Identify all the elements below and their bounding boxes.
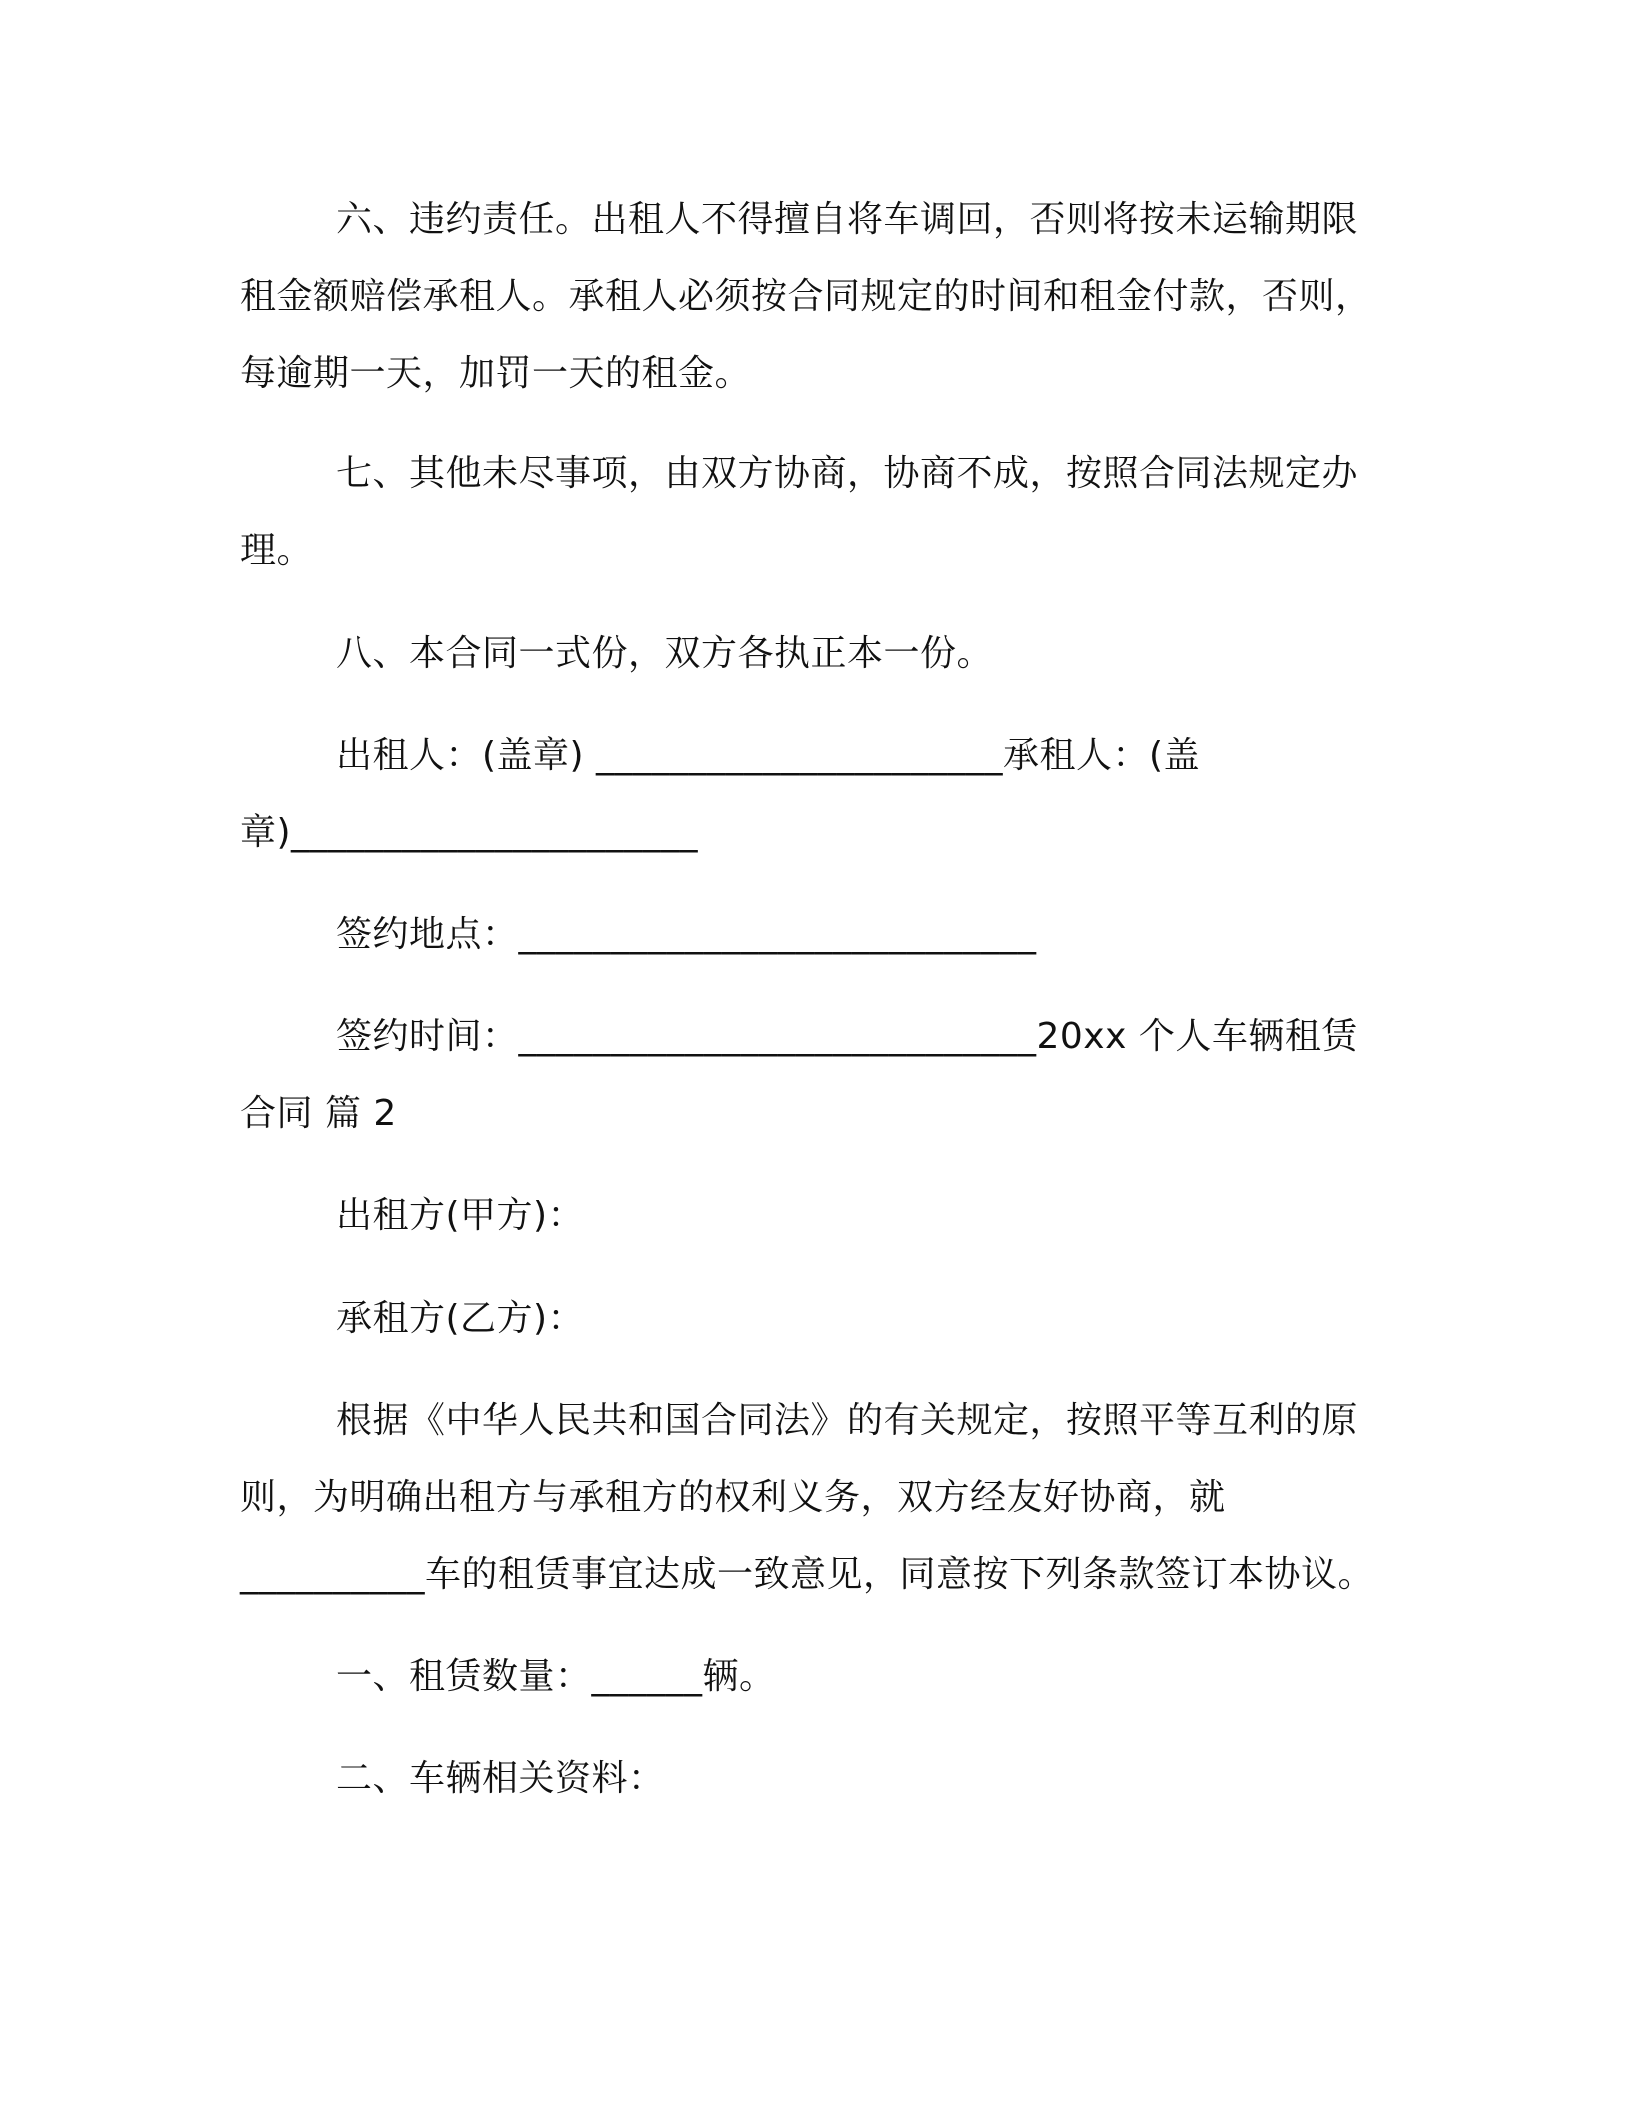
clause-6-line-3: 每逾期一天，加罚一天的租金。 [240,353,752,394]
contract-2-heading: 合同 篇 2 [240,1093,397,1134]
clause-8-line-1: 八、本合同一式份，双方各执正本一份。 [336,633,994,674]
vehicle-info-heading: 二、车辆相关资料： [336,1758,665,1799]
lessee-party-line: 承租方(乙方)： [336,1298,585,1339]
clause-7-line-1: 七、其他未尽事项，由双方协商，协商不成，按照合同法规定办 [336,453,1359,494]
preamble-line-1: 根据《中华人民共和国合同法》的有关规定，按照平等互利的原 [336,1400,1359,1441]
signing-place-line: 签约地点：____________________________ [336,914,1037,955]
preamble-line-3: __________车的租赁事宜达成一致意见，同意按下列条款签订本协议。 [240,1554,1375,1595]
signing-time-line: 签约时间：____________________________20xx 个人车辆租赁 [336,1016,1358,1057]
clause-6-line-1: 六、违约责任。出租人不得擅自将车调回，否则将按未运输期限 [336,199,1359,240]
clause-6-line-2: 租金额赔偿承租人。承租人必须按合同规定的时间和租金付款，否则， [240,276,1372,317]
lessee-signature-line: 章)______________________ [240,812,699,853]
preamble-line-2: 则，为明确出租方与承租方的权利义务，双方经友好协商，就 [240,1477,1226,1518]
lessor-party-line: 出租方(甲方)： [336,1195,585,1236]
lease-quantity-line: 一、租赁数量：______辆。 [336,1656,776,1697]
clause-7-line-2: 理。 [240,530,314,571]
lessor-signature-line: 出租人：(盖章) ______________________承租人：(盖 [336,735,1201,776]
